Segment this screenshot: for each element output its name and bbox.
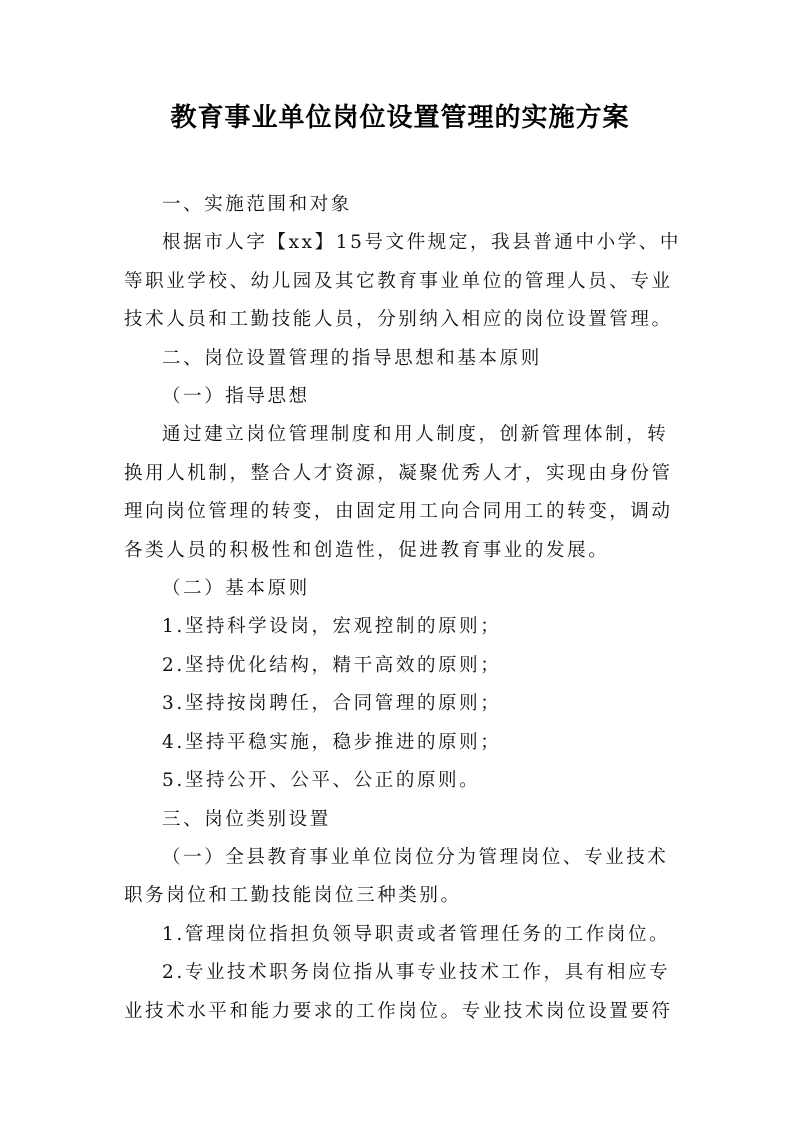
text-line: 通过建立岗位管理制度和用人制度，创新管理体制，转	[162, 424, 669, 446]
text-line: 三、岗位类别设置	[162, 808, 331, 830]
text-line: 一、实施范围和对象	[162, 194, 352, 215]
text-line: （二）基本原则	[162, 578, 310, 600]
text-line: 4.坚持平稳实施，稳步推进的原则；	[162, 731, 502, 753]
paragraph-13	[124, 839, 684, 916]
paragraph-11	[124, 762, 684, 800]
text-line: 1.坚持科学设岗，宏观控制的原则；	[162, 616, 502, 638]
paragraph-7	[124, 608, 684, 646]
paragraph-1	[124, 186, 684, 224]
paragraph-14	[124, 916, 684, 954]
text-line: （一）全县教育事业单位岗位分为管理岗位、专业技术	[162, 846, 669, 868]
text-line: 技术人员和工勤技能人员，分别纳入相应的岗位设置管理。	[124, 309, 673, 331]
text-line: 2.坚持优化结构，精干高效的原则；	[162, 654, 502, 676]
paragraph-9	[124, 685, 684, 723]
text-line: 等职业学校、幼儿园及其它教育事业单位的管理人员、专业	[124, 270, 673, 292]
paragraph-2	[124, 224, 684, 339]
text-line: 二、岗位设置管理的指导思想和基本原则	[162, 347, 542, 369]
paragraph-3	[124, 340, 684, 378]
text-line: 5.坚持公开、公平、公正的原则。	[162, 770, 481, 792]
text-line: 3.坚持按岗聘任，合同管理的原则；	[162, 693, 502, 715]
text-line: （一）指导思想	[162, 386, 310, 408]
paragraph-12	[124, 801, 684, 839]
text-line: 换用人机制，整合人才资源，凝聚优秀人才，实现由身份管	[124, 462, 673, 484]
paragraph-4	[124, 378, 684, 416]
paragraph-8	[124, 647, 684, 685]
text-line: 2.专业技术职务岗位指从事专业技术工作，具有相应专	[162, 962, 671, 984]
paragraph-10	[124, 724, 684, 762]
text-line: 各类人员的积极性和创造性，促进教育事业的发展。	[124, 539, 610, 561]
paragraph-5	[124, 416, 684, 570]
document-title: 教育事业单位岗位设置管理的实施方案	[170, 103, 630, 133]
text-line: 根据市人字【xx】15号文件规定，我县普通中小学、中	[162, 232, 682, 254]
text-line: 业技术水平和能力要求的工作岗位。专业技术岗位设置要符	[124, 1000, 673, 1022]
text-line: 职务岗位和工勤技能岗位三种类别。	[124, 885, 462, 907]
paragraph-15	[124, 954, 684, 1031]
text-line: 1.管理岗位指担负领导职责或者管理任务的工作岗位。	[162, 923, 671, 945]
paragraph-6	[124, 570, 684, 608]
text-line: 理向岗位管理的转变，由固定用工向合同用工的转变，调动	[124, 501, 673, 523]
document-body	[124, 186, 684, 1031]
